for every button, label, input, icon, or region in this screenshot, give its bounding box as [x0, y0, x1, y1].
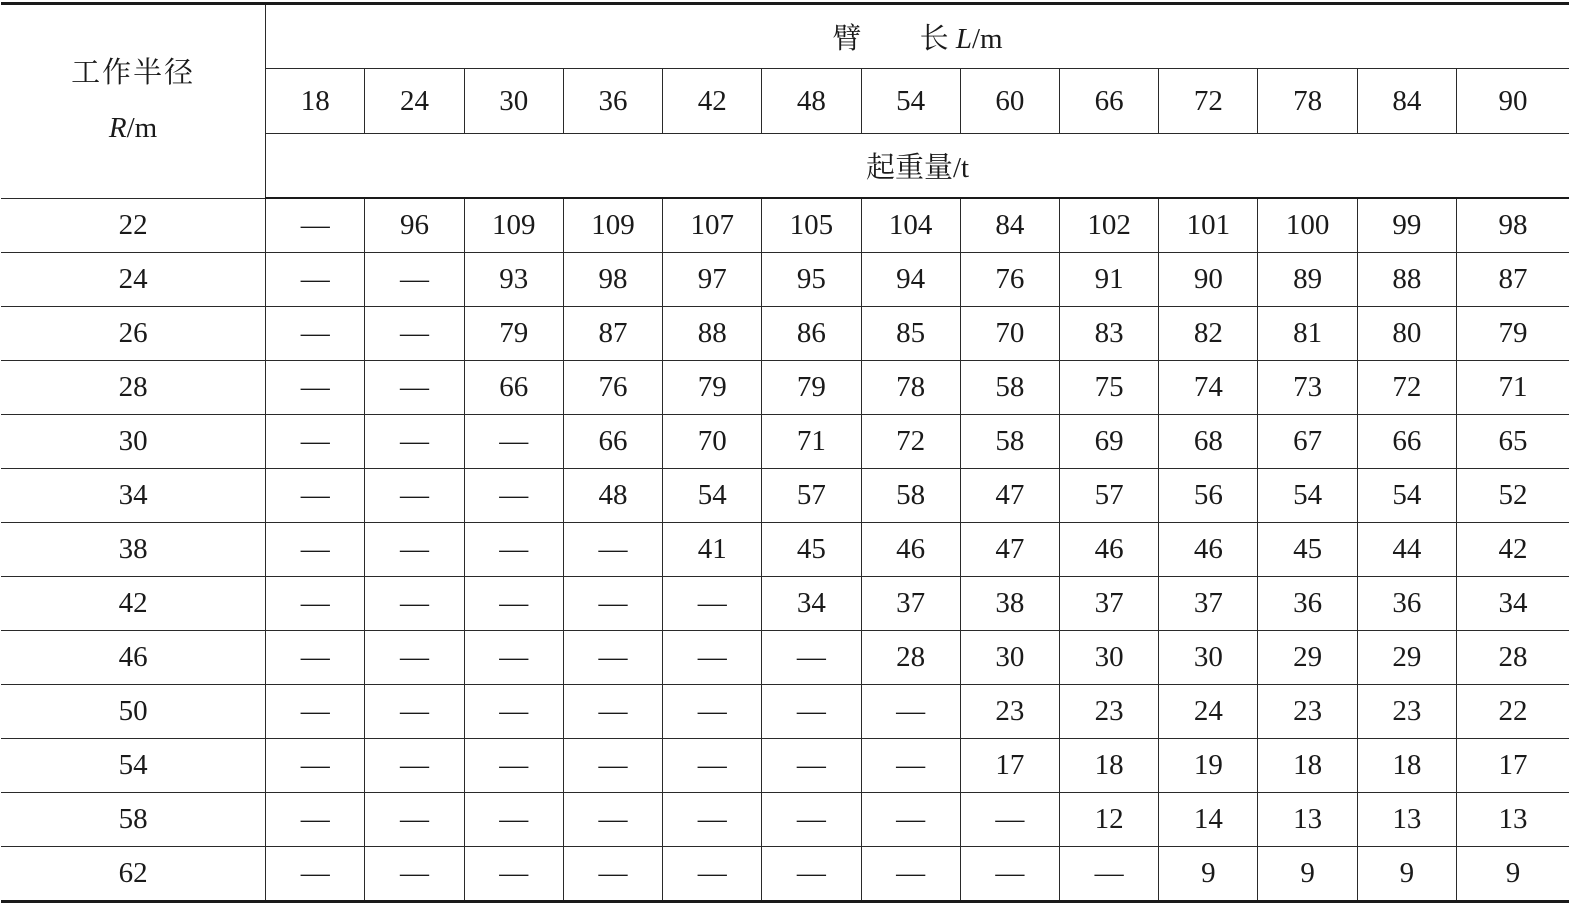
capacity-cell: 23 [960, 685, 1059, 739]
capacity-cell: 58 [960, 415, 1059, 469]
capacity-cell: 19 [1159, 739, 1258, 793]
capacity-cell: 72 [861, 415, 960, 469]
capacity-cell: 98 [1456, 198, 1569, 253]
capacity-cell: 28 [861, 631, 960, 685]
capacity-cell: 12 [1060, 793, 1159, 847]
radius-cell: 58 [1, 793, 266, 847]
capacity-cell: 68 [1159, 415, 1258, 469]
boom-label-char1: 臂 [832, 23, 862, 55]
boom-length-header-cell [266, 4, 1569, 69]
capacity-cell: 79 [464, 307, 563, 361]
empty-capacity-cell: — [266, 847, 365, 902]
capacity-cell: 96 [365, 198, 464, 253]
capacity-cell: 47 [960, 469, 1059, 523]
empty-capacity-cell: — [464, 415, 563, 469]
empty-capacity-cell: — [464, 469, 563, 523]
capacity-cell: 84 [960, 198, 1059, 253]
empty-capacity-cell: — [266, 577, 365, 631]
empty-capacity-cell: — [365, 361, 464, 415]
empty-capacity-cell: — [464, 793, 563, 847]
document-page [1, 0, 1569, 918]
empty-capacity-cell: — [266, 631, 365, 685]
capacity-cell: 42 [1456, 523, 1569, 577]
capacity-cell: 91 [1060, 253, 1159, 307]
empty-capacity-cell: — [861, 739, 960, 793]
empty-capacity-cell: — [365, 469, 464, 523]
empty-capacity-cell: — [266, 198, 365, 253]
boom-length-cell: 48 [762, 69, 861, 134]
boom-symbol: L [955, 23, 972, 55]
capacity-cell: 66 [464, 361, 563, 415]
capacity-cell: 37 [861, 577, 960, 631]
table-row [1, 685, 1569, 739]
capacity-cell: 46 [861, 523, 960, 577]
capacity-cell: 38 [960, 577, 1059, 631]
capacity-cell: 18 [1357, 739, 1456, 793]
boom-length-cell: 24 [365, 69, 464, 134]
capacity-cell: 13 [1258, 793, 1357, 847]
capacity-cell: 107 [663, 198, 762, 253]
radius-cell: 46 [1, 631, 266, 685]
capacity-cell: 46 [1060, 523, 1159, 577]
capacity-cell: 41 [663, 523, 762, 577]
capacity-cell: 81 [1258, 307, 1357, 361]
empty-capacity-cell: — [365, 415, 464, 469]
radius-cell: 38 [1, 523, 266, 577]
empty-capacity-cell: — [464, 577, 563, 631]
empty-capacity-cell: — [960, 847, 1059, 902]
capacity-cell: 9 [1159, 847, 1258, 902]
empty-capacity-cell: — [365, 523, 464, 577]
radius-unit: /m [126, 112, 158, 145]
capacity-cell: 74 [1159, 361, 1258, 415]
empty-capacity-cell: — [861, 685, 960, 739]
empty-capacity-cell: — [365, 847, 464, 902]
capacity-cell: 88 [1357, 253, 1456, 307]
capacity-cell: 101 [1159, 198, 1258, 253]
empty-capacity-cell: — [762, 631, 861, 685]
capacity-cell: 70 [663, 415, 762, 469]
capacity-cell: 47 [960, 523, 1059, 577]
capacity-cell: 9 [1258, 847, 1357, 902]
capacity-cell: 34 [762, 577, 861, 631]
empty-capacity-cell: — [365, 793, 464, 847]
empty-capacity-cell: — [960, 793, 1059, 847]
capacity-cell: 85 [861, 307, 960, 361]
capacity-cell: 54 [1357, 469, 1456, 523]
empty-capacity-cell: — [861, 847, 960, 902]
table-row [1, 198, 1569, 253]
radius-cell: 30 [1, 415, 266, 469]
radius-cell: 24 [1, 253, 266, 307]
capacity-cell: 24 [1159, 685, 1258, 739]
capacity-cell: 45 [762, 523, 861, 577]
capacity-cell: 102 [1060, 198, 1159, 253]
capacity-cell: 44 [1357, 523, 1456, 577]
capacity-cell: 58 [960, 361, 1059, 415]
capacity-header-cell [266, 134, 1569, 199]
capacity-cell: 29 [1357, 631, 1456, 685]
boom-unit: /m [971, 23, 1003, 55]
capacity-cell: 30 [960, 631, 1059, 685]
capacity-cell: 73 [1258, 361, 1357, 415]
boom-length-cell: 42 [663, 69, 762, 134]
empty-capacity-cell: — [762, 793, 861, 847]
radius-cell: 54 [1, 739, 266, 793]
capacity-cell: 82 [1159, 307, 1258, 361]
empty-capacity-cell: — [563, 739, 662, 793]
empty-capacity-cell: — [663, 847, 762, 902]
capacity-cell: 18 [1060, 739, 1159, 793]
empty-capacity-cell: — [266, 253, 365, 307]
empty-capacity-cell: — [663, 739, 762, 793]
capacity-cell: 23 [1258, 685, 1357, 739]
empty-capacity-cell: — [861, 793, 960, 847]
capacity-cell: 9 [1357, 847, 1456, 902]
capacity-cell: 79 [762, 361, 861, 415]
capacity-cell: 109 [464, 198, 563, 253]
capacity-cell: 28 [1456, 631, 1569, 685]
capacity-cell: 66 [563, 415, 662, 469]
table-row [1, 253, 1569, 307]
radius-header-cell [1, 4, 266, 199]
radius-symbol: R [108, 112, 127, 145]
capacity-cell: 98 [563, 253, 662, 307]
empty-capacity-cell: — [266, 469, 365, 523]
table-row [1, 469, 1569, 523]
empty-capacity-cell: — [1060, 847, 1159, 902]
empty-capacity-cell: — [266, 685, 365, 739]
boom-label-char2: 长 [919, 23, 949, 55]
empty-capacity-cell: — [266, 361, 365, 415]
capacity-cell: 52 [1456, 469, 1569, 523]
empty-capacity-cell: — [365, 685, 464, 739]
table-row [1, 739, 1569, 793]
capacity-cell: 36 [1258, 577, 1357, 631]
radius-cell: 62 [1, 847, 266, 902]
radius-cell: 22 [1, 198, 266, 253]
capacity-cell: 30 [1060, 631, 1159, 685]
capacity-cell: 56 [1159, 469, 1258, 523]
capacity-cell: 18 [1258, 739, 1357, 793]
capacity-cell: 23 [1060, 685, 1159, 739]
crane-capacity-table [1, 2, 1569, 903]
capacity-cell: 79 [1456, 307, 1569, 361]
capacity-cell: 79 [663, 361, 762, 415]
capacity-cell: 37 [1060, 577, 1159, 631]
capacity-cell: 76 [960, 253, 1059, 307]
empty-capacity-cell: — [563, 685, 662, 739]
capacity-cell: 29 [1258, 631, 1357, 685]
table-row [1, 793, 1569, 847]
header-row-boom-label [1, 4, 1569, 69]
table-row [1, 415, 1569, 469]
capacity-cell: 89 [1258, 253, 1357, 307]
empty-capacity-cell: — [563, 577, 662, 631]
capacity-cell: 90 [1159, 253, 1258, 307]
capacity-cell: 17 [1456, 739, 1569, 793]
capacity-cell: 17 [960, 739, 1059, 793]
capacity-cell: 22 [1456, 685, 1569, 739]
empty-capacity-cell: — [563, 793, 662, 847]
capacity-label: 起重量/t [866, 152, 970, 184]
capacity-cell: 13 [1357, 793, 1456, 847]
boom-length-cell: 78 [1258, 69, 1357, 134]
capacity-cell: 45 [1258, 523, 1357, 577]
capacity-cell: 9 [1456, 847, 1569, 902]
capacity-cell: 105 [762, 198, 861, 253]
capacity-cell: 57 [762, 469, 861, 523]
capacity-cell: 46 [1159, 523, 1258, 577]
radius-cell: 34 [1, 469, 266, 523]
table-row [1, 847, 1569, 902]
capacity-cell: 75 [1060, 361, 1159, 415]
radius-label-cn: 工作半径 [71, 57, 196, 90]
empty-capacity-cell: — [365, 631, 464, 685]
empty-capacity-cell: — [464, 739, 563, 793]
capacity-cell: 109 [563, 198, 662, 253]
capacity-cell: 54 [663, 469, 762, 523]
empty-capacity-cell: — [663, 631, 762, 685]
capacity-cell: 72 [1357, 361, 1456, 415]
empty-capacity-cell: — [563, 631, 662, 685]
capacity-cell: 54 [1258, 469, 1357, 523]
capacity-cell: 76 [563, 361, 662, 415]
empty-capacity-cell: — [266, 793, 365, 847]
capacity-cell: 57 [1060, 469, 1159, 523]
empty-capacity-cell: — [663, 577, 762, 631]
boom-length-cell: 18 [266, 69, 365, 134]
capacity-cell: 88 [663, 307, 762, 361]
empty-capacity-cell: — [266, 307, 365, 361]
capacity-cell: 87 [563, 307, 662, 361]
empty-capacity-cell: — [365, 577, 464, 631]
capacity-cell: 87 [1456, 253, 1569, 307]
empty-capacity-cell: — [762, 847, 861, 902]
capacity-cell: 99 [1357, 198, 1456, 253]
empty-capacity-cell: — [365, 739, 464, 793]
capacity-cell: 58 [861, 469, 960, 523]
capacity-cell: 70 [960, 307, 1059, 361]
empty-capacity-cell: — [266, 739, 365, 793]
boom-length-cell: 60 [960, 69, 1059, 134]
capacity-cell: 100 [1258, 198, 1357, 253]
radius-cell: 50 [1, 685, 266, 739]
empty-capacity-cell: — [762, 739, 861, 793]
empty-capacity-cell: — [464, 523, 563, 577]
table-row [1, 307, 1569, 361]
radius-cell: 26 [1, 307, 266, 361]
empty-capacity-cell: — [266, 523, 365, 577]
empty-capacity-cell: — [663, 793, 762, 847]
capacity-cell: 67 [1258, 415, 1357, 469]
capacity-cell: 14 [1159, 793, 1258, 847]
radius-cell: 42 [1, 577, 266, 631]
capacity-cell: 86 [762, 307, 861, 361]
capacity-cell: 13 [1456, 793, 1569, 847]
table-row [1, 577, 1569, 631]
empty-capacity-cell: — [365, 307, 464, 361]
table-row [1, 523, 1569, 577]
empty-capacity-cell: — [365, 253, 464, 307]
capacity-cell: 78 [861, 361, 960, 415]
capacity-cell: 69 [1060, 415, 1159, 469]
table-row [1, 361, 1569, 415]
empty-capacity-cell: — [266, 415, 365, 469]
capacity-cell: 30 [1159, 631, 1258, 685]
capacity-cell: 48 [563, 469, 662, 523]
capacity-cell: 71 [762, 415, 861, 469]
boom-length-cell: 30 [464, 69, 563, 134]
capacity-cell: 37 [1159, 577, 1258, 631]
capacity-cell: 80 [1357, 307, 1456, 361]
boom-length-cell: 54 [861, 69, 960, 134]
empty-capacity-cell: — [762, 685, 861, 739]
capacity-cell: 65 [1456, 415, 1569, 469]
boom-length-cell: 66 [1060, 69, 1159, 134]
capacity-cell: 34 [1456, 577, 1569, 631]
capacity-cell: 66 [1357, 415, 1456, 469]
capacity-cell: 104 [861, 198, 960, 253]
boom-length-cell: 90 [1456, 69, 1569, 134]
capacity-cell: 83 [1060, 307, 1159, 361]
empty-capacity-cell: — [464, 631, 563, 685]
boom-length-cell: 36 [563, 69, 662, 134]
table-row [1, 631, 1569, 685]
empty-capacity-cell: — [563, 523, 662, 577]
capacity-cell: 36 [1357, 577, 1456, 631]
capacity-cell: 71 [1456, 361, 1569, 415]
capacity-cell: 97 [663, 253, 762, 307]
empty-capacity-cell: — [663, 685, 762, 739]
empty-capacity-cell: — [464, 685, 563, 739]
radius-cell: 28 [1, 361, 266, 415]
capacity-cell: 23 [1357, 685, 1456, 739]
capacity-cell: 94 [861, 253, 960, 307]
radius-label-symbol [1, 101, 265, 156]
empty-capacity-cell: — [464, 847, 563, 902]
boom-length-cell: 84 [1357, 69, 1456, 134]
boom-length-cell: 72 [1159, 69, 1258, 134]
capacity-cell: 95 [762, 253, 861, 307]
empty-capacity-cell: — [563, 847, 662, 902]
capacity-cell: 93 [464, 253, 563, 307]
